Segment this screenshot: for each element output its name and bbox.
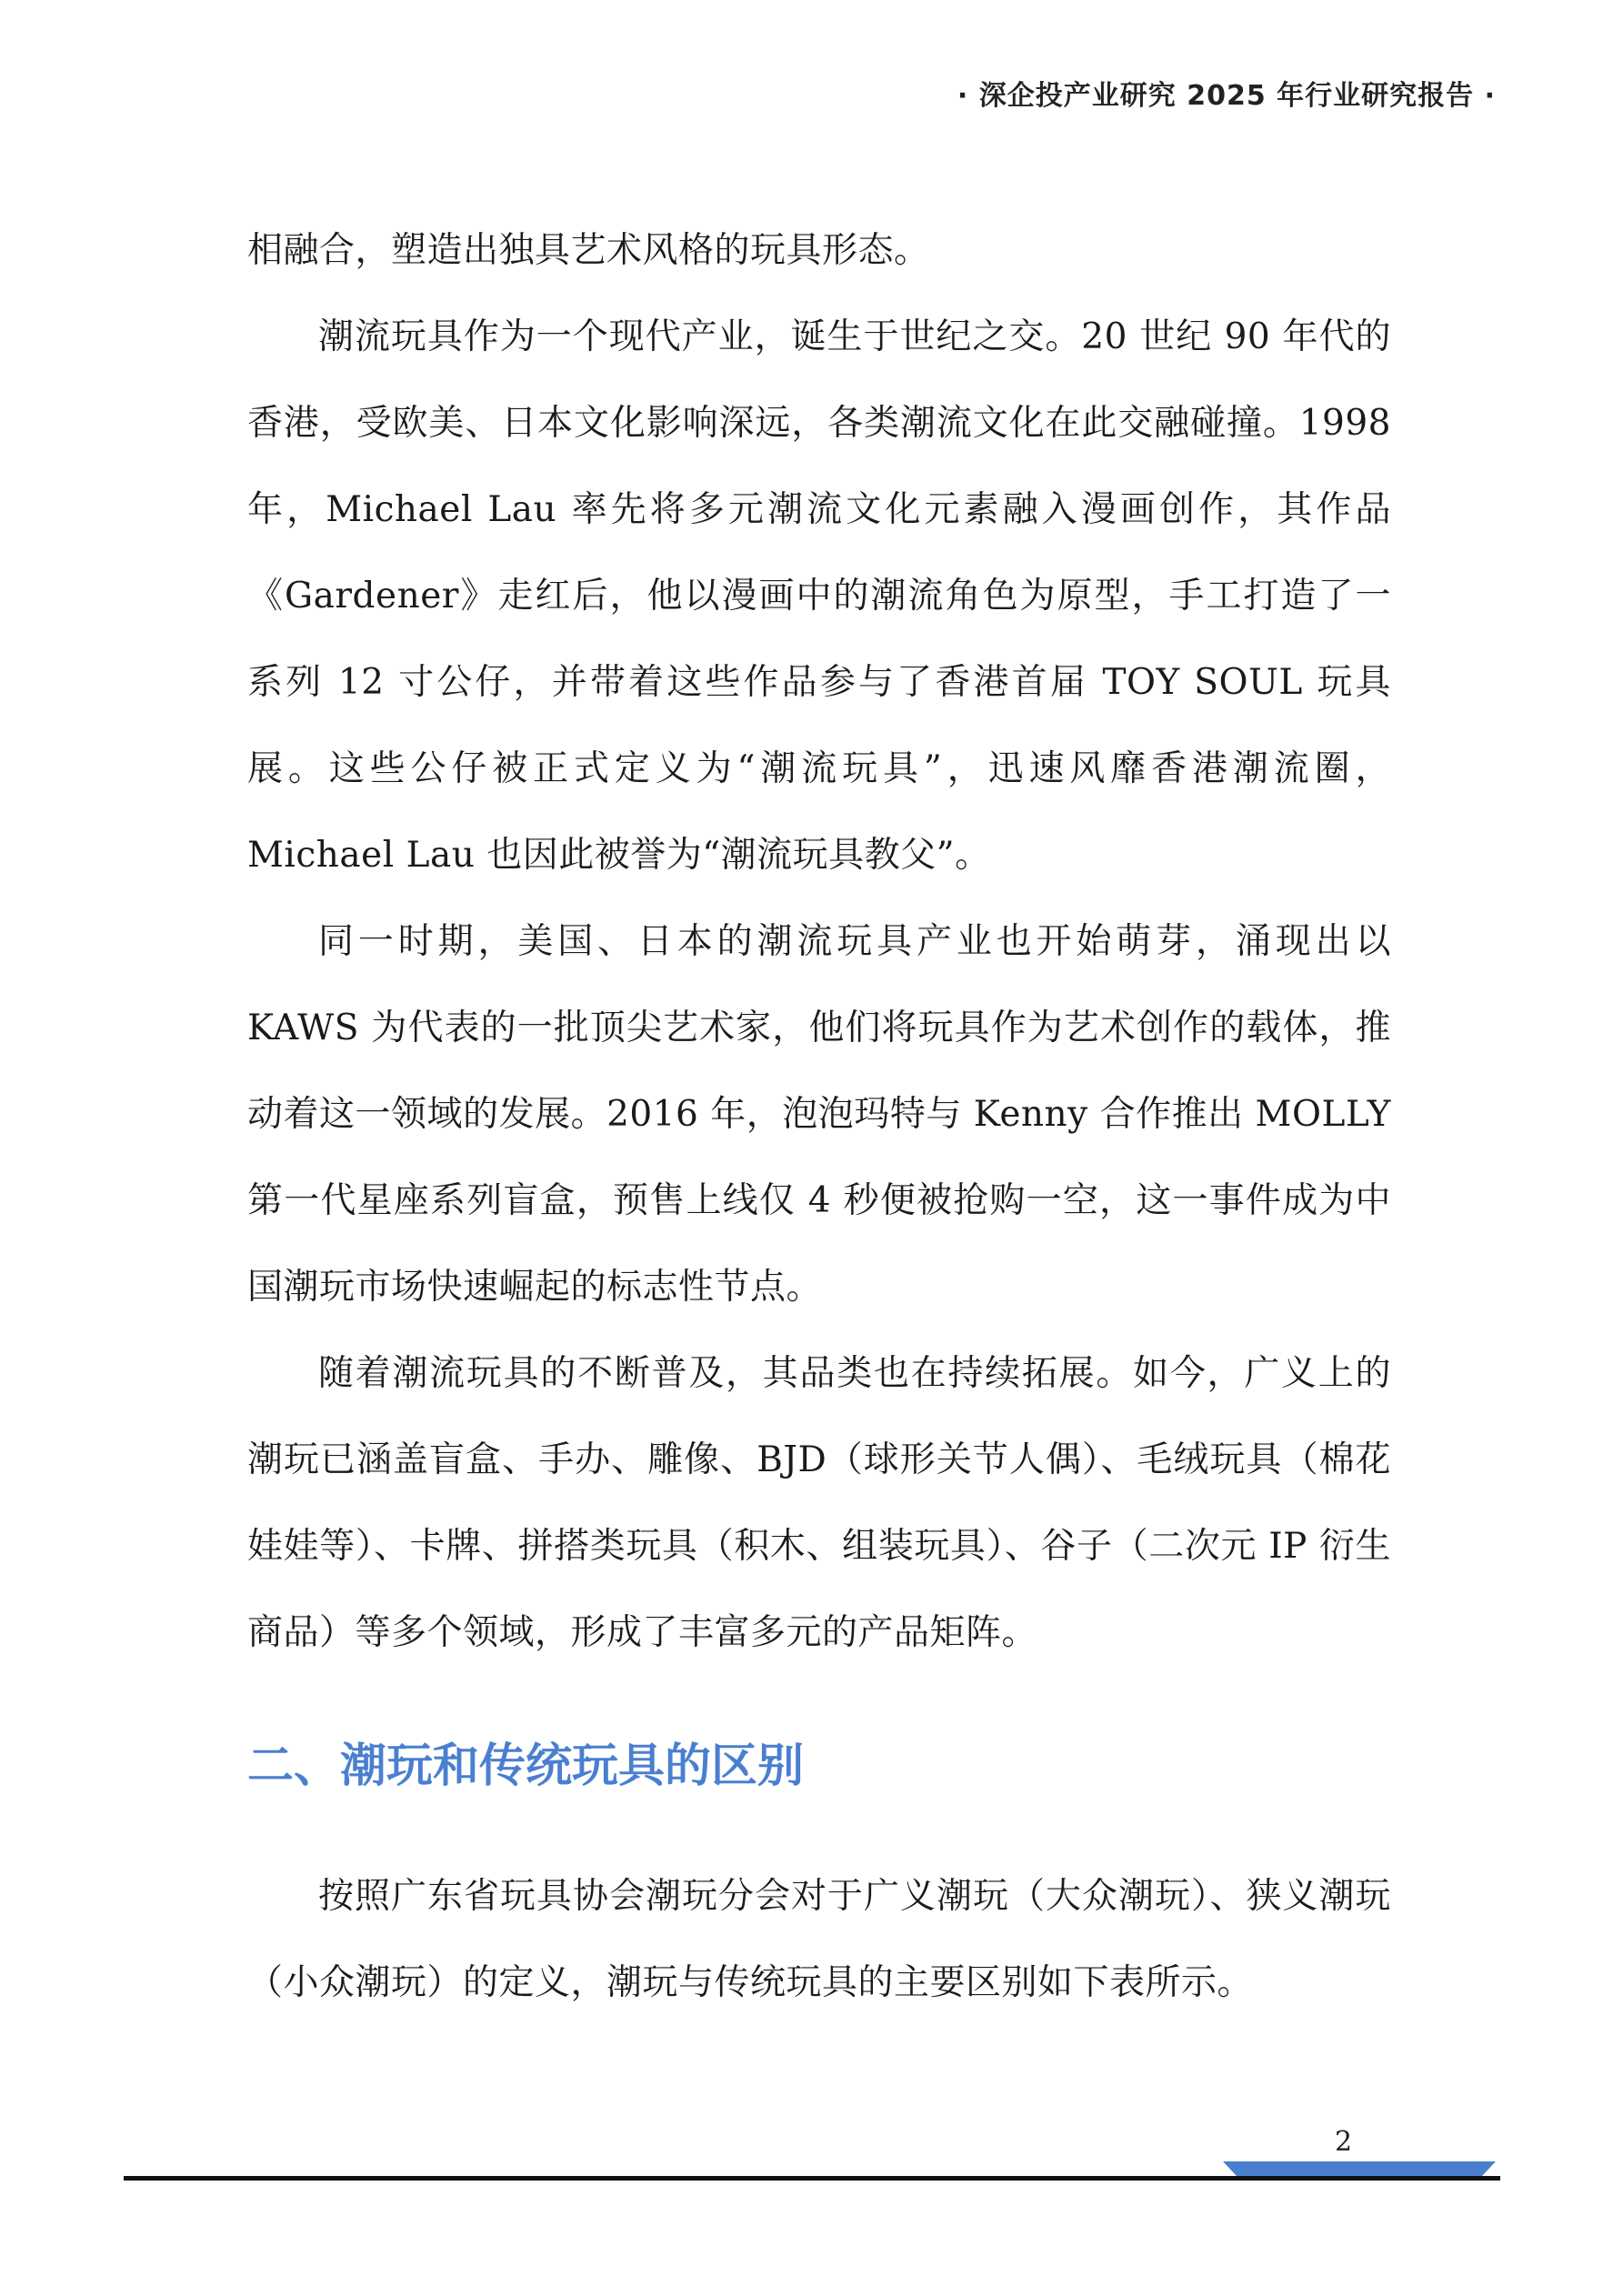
paragraph-definition: 按照广东省玩具协会潮玩分会对于广义潮玩（大众潮玩）、狭义潮玩（小众潮玩）的定义，潮玩与传统玩具的主要区别如下表所示。 [247, 1876, 1391, 2003]
body-text [247, 207, 1391, 1676]
section-heading: 二、潮玩和传统玩具的区别 [247, 1740, 805, 1793]
page-number: 2 [1335, 2126, 1353, 2158]
paragraph-same-period: 同一时期，美国、日本的潮流玩具产业也开始萌芽，涌现出以 KAWS 为代表的一批顶尖艺术家，他们将玩具作为艺术创作的载体，推动着这一领域的发展。2016 年，泡泡玛特与 Kenny 合作推出 MOLLY 第一代星座系列盲盒，预售上线仅 4 秒便被抢购一空，这一事件成为中国潮玩市场快速崛起的标志性节点。 [247, 921, 1391, 1308]
footer-accent-bar [1223, 2161, 1496, 2176]
paragraph-continuation: 相融合，塑造出独具艺术风格的玩具形态。 [247, 230, 930, 271]
paragraph-categories: 随着潮流玩具的不断普及，其品类也在持续拓展。如今，广义上的潮玩已涵盖盲盒、手办、雕像、BJD（球形关节人偶）、毛绒玩具（棉花娃娃等）、卡牌、拼搭类玩具（积木、组装玩具）、谷子（二次元 IP 衍生商品）等多个领域，形成了丰富多元的产品矩阵。 [247, 1353, 1391, 1653]
section-body [247, 1853, 1391, 2026]
paragraph-origin: 潮流玩具作为一个现代产业，诞生于世纪之交。20 世纪 90 年代的香港，受欧美、日本文化影响深远，各类潮流文化在此交融碰撞。1998 年，Michael Lau 率先将多元潮流文化元素融入漫画创作，其作品《Gardener》走红后，他以漫画中的潮流角色为原型，手工打造了一系列 12 寸公仔，并带着这些作品参与了香港首届 TOY SOUL 玩具展。这些公仔被正式定义为“潮流玩具”，迅速风靡香港潮流圈，Michael Lau 也因此被誉为“潮流玩具教父”。 [247, 316, 1391, 876]
footer-rule [124, 2176, 1500, 2181]
page-header: · 深企投产业研究 2025 年行业研究报告 · [957, 80, 1496, 112]
